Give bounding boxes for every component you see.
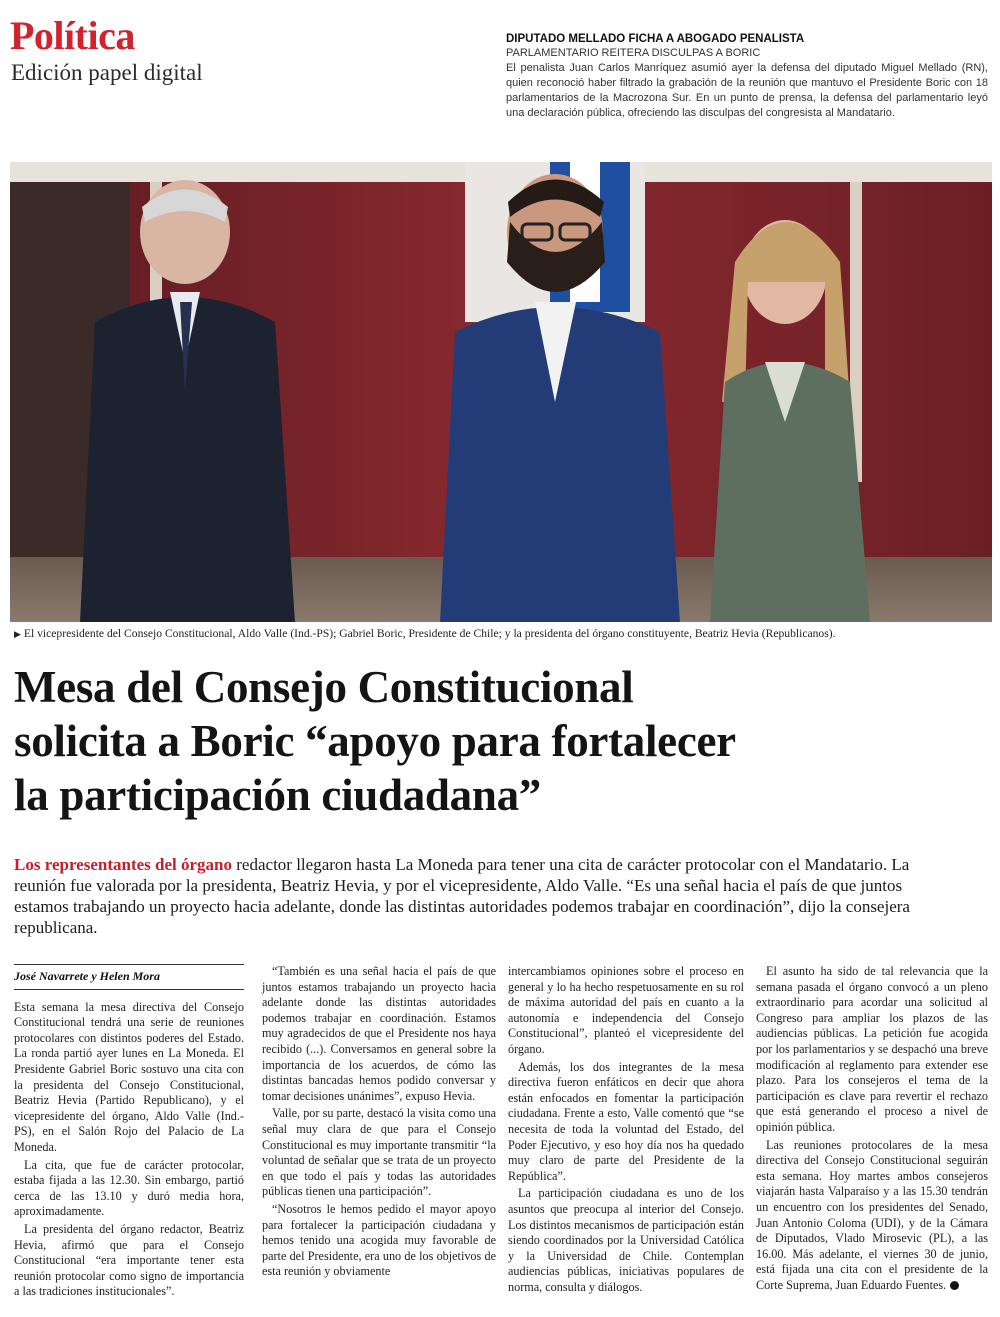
headline-line: Mesa del Consejo Constitucional bbox=[14, 662, 634, 712]
brief-title: DIPUTADO MELLADO FICHA A ABOGADO PENALISTA bbox=[506, 33, 805, 45]
section-title: Política bbox=[10, 13, 135, 58]
lead-text: redactor llegaron hasta La Moneda para tener una cita de carácter protocolar con el Mandatario. La reunión fue valorada por la presidenta, Beatriz Hevia, y por el vicepresidente, Aldo Valle. “Es una señal hacia el país de que juntos estamos trabajando un proyecto hacia adelante, donde las distintas autoridades podemos trabajar en coordinación”, dijo la consejera republicana. bbox=[14, 855, 910, 937]
body-paragraph: La presidenta del órgano redactor, Beatriz Hevia, afirmó que para el Consejo Constitucional “era importante tener esta reunión protocolar como signo de importancia a las tradiciones institucionales”. bbox=[14, 1221, 244, 1299]
body-paragraph: La cita, que fue de carácter protocolar, estaba fijada a las 12.30. Sin embargo, partió cerca de las 13.10 y duró media hora, aproximadamente. bbox=[14, 1157, 244, 1219]
body-paragraph: “Nosotros le hemos pedido el mayor apoyo para fortalecer la participación ciudadana y hemos tenido una acogida muy favorable de parte del Presidente, era uno de los objetivos de esta reunión y obviamente bbox=[262, 1201, 496, 1279]
brief-subtitle: PARLAMENTARIO REITERA DISCULPAS A BORIC bbox=[506, 47, 761, 59]
body-paragraph: Esta semana la mesa directiva del Consejo Constitucional tendrá una serie de reuniones protocolares con distintos poderes del Estado. La ronda partió ayer lunes en La Moneda. El Presidente Gabriel Boric sostuvo una cita con la presidenta del Consejo Constitucional, Beatriz Hevia (Partido Republicano), y el vicepresidente del órgano, Aldo Valle (Ind.-PS), en el Salón Rojo del Palacio de La Moneda. bbox=[14, 999, 244, 1154]
headline-line: solicita a Boric “apoyo para fortalecer bbox=[14, 716, 736, 766]
article-headline bbox=[14, 660, 974, 822]
brief-text: El penalista Juan Carlos Manríquez asumió ayer la defensa del diputado Miguel Mellado (RN), quien reconoció haber filtrado la grabación de la reunión que mantuvo el Presidente Boric con 18 parlamentarios de la Macrozona Sur. En un punto de prensa, la defensa del parlamentario leyó una declaración pública, ofreciendo las disculpas del congresista al Mandatario. bbox=[506, 62, 988, 119]
final-paragraph-text: Las reuniones protocolares de la mesa directiva del Consejo Constitucional seguirán esta semana. Hoy martes ambos consejeros viajarán hasta Valparaíso y a las 15.30 tendrán un encuentro con los presidentes del Senado, Juan Antonio Coloma (UDI), y de la Cámara de Diputados, Vlado Mirosevic (PL), a las 16.00. Más adelante, el viernes 30 de junio, está fijada una cita con el presidente de la Corte Suprema, Juan Eduardo Fuentes. bbox=[756, 1137, 988, 1292]
caption-arrow-icon: ▶ bbox=[14, 629, 21, 639]
body-paragraph bbox=[756, 1138, 988, 1294]
body-paragraph: intercambiamos opiniones sobre el proceso en general y lo ha hecho respetuosamente en su rol de máxima autoridad del país en cuanto a la autonomía e independencia del Consejo Constitucional”, planteó el vicepresidente del órgano. bbox=[508, 964, 744, 1056]
article-column-3 bbox=[508, 964, 744, 1297]
headline-line: la participación ciudadana” bbox=[14, 770, 541, 820]
end-mark-icon bbox=[950, 1281, 959, 1290]
edition-label: Edición papel digital bbox=[11, 60, 203, 85]
body-paragraph: El asunto ha sido de tal relevancia que la semana pasada el órgano convocó a un pleno extraordinario para acordar una solicitud al Congreso para ampliar los plazos de las audiencias públicas. La petición fue acogida por los parlamentarios y se despachó una breve modificación al reglamento para extender ese plazo. Para los consejeros el tema de la participación es clave para revertir el rechazo que está generando el proceso a nivel de opinión pública. bbox=[756, 964, 988, 1134]
lead-highlight: Los representantes del órgano bbox=[14, 855, 233, 874]
photo-illustration bbox=[10, 162, 992, 622]
photo-caption bbox=[14, 627, 994, 641]
article-column-2 bbox=[262, 964, 496, 1282]
article-photo bbox=[10, 162, 992, 622]
article-column-1 bbox=[14, 964, 244, 1302]
article-lead bbox=[14, 854, 914, 938]
body-paragraph: Valle, por su parte, destacó la visita como una señal muy clara de que para el Consejo Constitucional es muy importante transmitir “la voluntad de señalar que se trata de un proyecto en que todo el país y todas las autoridades públicas tienen una participación”. bbox=[262, 1106, 496, 1199]
caption-text: El vicepresidente del Consejo Constitucional, Aldo Valle (Ind.-PS); Gabriel Boric, Presidente de Chile; y la presidenta del órgano constituyente, Beatriz Hevia (Republicanos). bbox=[23, 627, 836, 640]
byline: José Navarrete y Helen Mora bbox=[14, 964, 244, 990]
news-brief bbox=[506, 32, 988, 121]
body-paragraph: Además, los dos integrantes de la mesa directiva fueron enfáticos en decir que ahora están enfocados en fomentar la participación ciudadana. Frente a esto, Valle comentó que “se necesita de toda la voluntad del Estado, del Poder Ejecutivo, y eso hoy día nos ha quedado muy claro de parte del Presidente de la República”. bbox=[508, 1059, 744, 1183]
body-paragraph: La participación ciudadana es uno de los asuntos que preocupa al interior del Consejo. Los distintos mecanismos de participación están siendo coordinados por la Universidad Católica y la Universidad de Chile. Contemplan audiencias públicas, iniciativas populares de norma, consulta y diálogos. bbox=[508, 1186, 744, 1294]
article-column-4 bbox=[756, 964, 988, 1295]
body-paragraph: “También es una señal hacia el país de que juntos estamos trabajando un proyecto hacia adelante donde las distintas autoridades podemos trabajar en coordinación. Estamos muy agradecidos de que el Presidente nos haya recibido (...). Conversamos en general sobre la importancia de los acuerdos, de cómo las distintas bancadas hemos podido conversar y tomar decisiones unánimes”, expuso Hevia. bbox=[262, 964, 496, 1103]
